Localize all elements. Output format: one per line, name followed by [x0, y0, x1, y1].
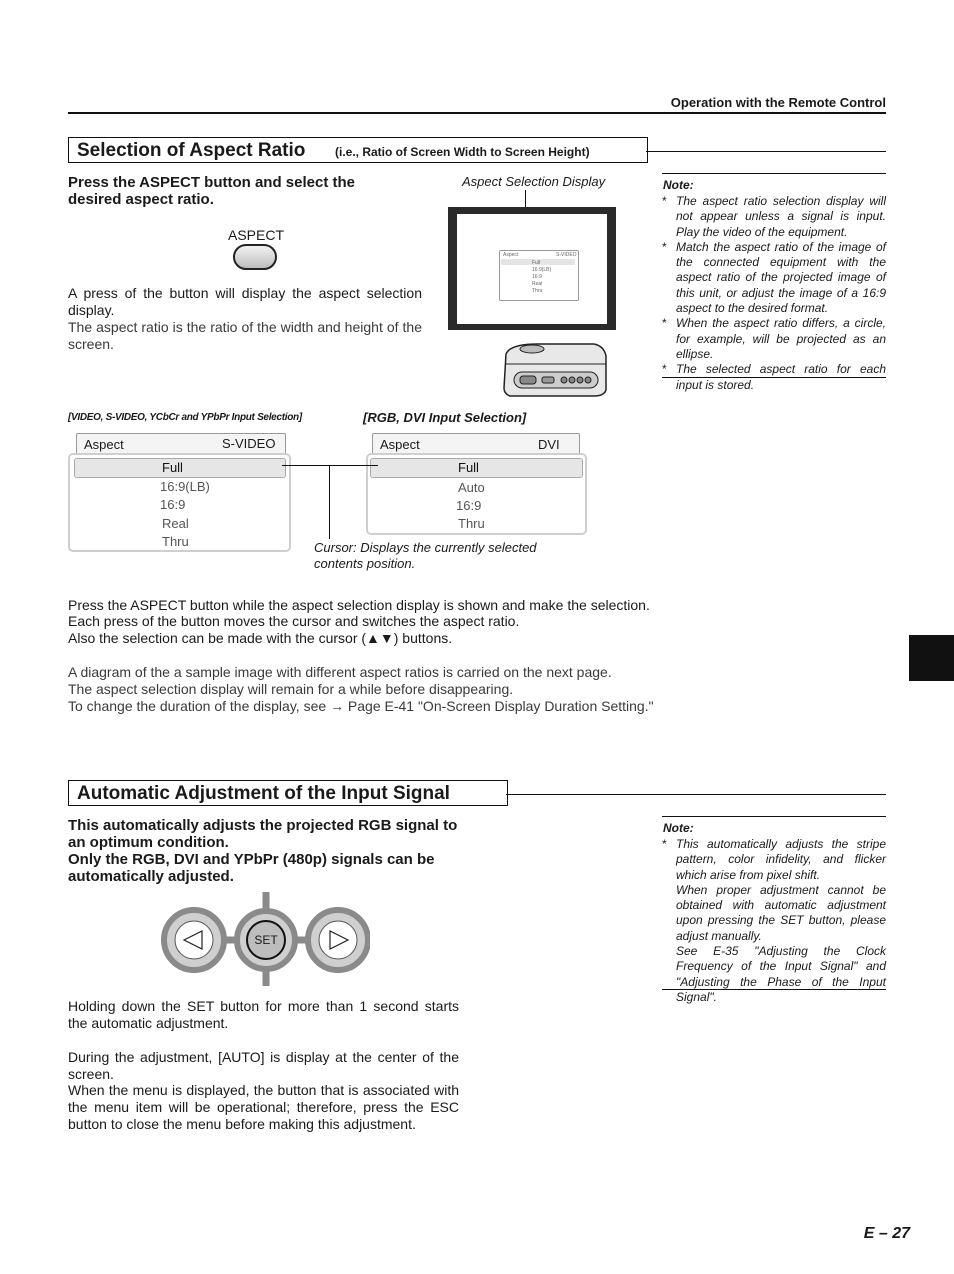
- mini-aspect-menu: [499, 250, 579, 301]
- aspect-section-title-box: [68, 137, 648, 163]
- menu-item[interactable]: Real: [162, 516, 189, 531]
- note-rule-bottom: [662, 377, 886, 378]
- video-menu-header: [76, 433, 286, 455]
- note-rule-top: [662, 816, 886, 817]
- auto-lead: Only the RGB, DVI and YPbPr (480p) signals can be automatically adjusted.: [68, 851, 435, 885]
- note-item-continued: When proper adjustment cannot be obtained with automatic adjustment upon pressing the SET button, please adjust manually.: [676, 882, 886, 943]
- mini-menu-item: Full: [532, 260, 541, 266]
- page-number: E – 27: [863, 1225, 910, 1242]
- note-item: * When the aspect ratio differs, a circle, for example, will be projected as an ellipse.: [662, 316, 886, 361]
- mini-menu-head-left: Aspect: [503, 252, 519, 258]
- auto-para: Holding down the SET button for more than 1 second starts the automatic adjustment.: [68, 998, 459, 1031]
- aspect-para: To change the duration of the display, see → Page E-41 "On-Screen Display Duration Setting.": [68, 698, 654, 714]
- cursor-caption: contents position.: [314, 556, 416, 571]
- note-label: Note:: [663, 178, 694, 192]
- menu-head-input: S-VIDEO: [222, 436, 276, 451]
- display-caption: Aspect Selection Display: [462, 174, 606, 189]
- aspect-note-list: [662, 194, 886, 393]
- menu-head-label: Aspect: [380, 437, 420, 452]
- video-input-label: [VIDEO, S-VIDEO, YCbCr and YPbPr Input Selection]: [68, 412, 302, 423]
- mini-menu-item: Real: [532, 281, 543, 287]
- note-item: * The aspect ratio selection display will not appear unless a signal is input. Play the video of the equipment.: [662, 194, 886, 239]
- header-rule: [68, 112, 886, 114]
- auto-lead: This automatically adjusts the projected RGB signal to an optimum condition.: [68, 817, 458, 851]
- cursor-leader-line: [329, 465, 330, 539]
- aspect-para: Each press of the button moves the cursor and switches the aspect ratio.: [68, 613, 520, 629]
- aspect-intro-2: The aspect ratio is the ratio of the width and height of the screen.: [68, 319, 422, 352]
- mini-menu-item: Thru: [532, 288, 543, 294]
- side-tab-marker: [909, 635, 954, 681]
- rgb-aspect-menu: [366, 453, 587, 535]
- running-header: Operation with the Remote Control: [670, 95, 886, 110]
- note-item: * Match the aspect ratio of the image of the connected equipment with the aspect ratio of the projected image of this unit, or adjust the image of a 16:9 aspect to the desired format.: [662, 239, 886, 316]
- menu-item[interactable]: Auto: [458, 480, 485, 495]
- projector-icon: [498, 340, 610, 398]
- mini-menu-head-right: S-VIDEO: [556, 252, 577, 258]
- menu-head-input: DVI: [538, 437, 560, 452]
- auto-para: When the menu is displayed, the button that is associated with the menu item will be operational; therefore, press the ESC button to close the menu before making this adjustment.: [68, 1082, 459, 1132]
- note-item: * The selected aspect ratio for each input is stored.: [662, 362, 886, 392]
- aspect-intro-1: A press of the button will display the aspect selection display.: [68, 285, 422, 318]
- cursor-leader-line: [282, 465, 378, 466]
- video-aspect-menu: [68, 453, 291, 552]
- aspect-section-subtitle: (i.e., Ratio of Screen Width to Screen Height): [335, 145, 590, 159]
- note-item-continued: See E-35 "Adjusting the Clock Frequency of the Input Signal" and "Adjusting the Phase of the Input Signal".: [676, 944, 886, 1004]
- note-label: Note:: [663, 821, 694, 835]
- menu-item[interactable]: 16:9(LB): [160, 479, 210, 494]
- aspect-para: Press the ASPECT button while the aspect selection display is shown and make the selection.: [68, 597, 650, 613]
- mini-menu-item: 16:9(LB): [532, 267, 552, 273]
- aspect-para: The aspect selection display will remain for a while before disappearing.: [68, 681, 514, 697]
- set-button[interactable]: SET: [254, 933, 278, 947]
- note-rule-top: [662, 173, 886, 174]
- menu-item-full[interactable]: Full: [162, 460, 183, 475]
- aspect-para: Also the selection can be made with the cursor (▲▼) buttons.: [68, 630, 453, 646]
- note-rule-bottom: [662, 989, 886, 990]
- aspect-section-title: Selection of Aspect Ratio: [77, 140, 306, 161]
- menu-item[interactable]: 16:9: [456, 498, 482, 513]
- auto-note-list: [662, 837, 886, 1005]
- screen-display: [457, 214, 607, 324]
- menu-item[interactable]: 16:9: [160, 497, 186, 512]
- auto-para: During the adjustment, [AUTO] is display at the center of the screen.: [68, 1049, 459, 1082]
- section-rule: [506, 794, 886, 795]
- aspect-button-label: ASPECT: [228, 227, 285, 243]
- screen-frame: [448, 207, 616, 330]
- rgb-menu-header: [372, 433, 580, 455]
- section-rule: [646, 151, 886, 152]
- mini-menu-item: 16:9: [532, 274, 542, 280]
- aspect-button[interactable]: [233, 244, 277, 270]
- auto-section-title-box: [68, 780, 508, 806]
- menu-head-label: Aspect: [84, 437, 124, 452]
- menu-item[interactable]: Thru: [458, 516, 485, 531]
- auto-section-title: Automatic Adjustment of the Input Signal: [77, 783, 450, 804]
- rgb-input-label: [RGB, DVI Input Selection]: [363, 410, 527, 425]
- aspect-para: A diagram of the a sample image with different aspect ratios is carried on the next page.: [68, 664, 612, 680]
- cursor-caption: Cursor: Displays the currently selected: [314, 540, 537, 555]
- menu-item[interactable]: Thru: [162, 534, 189, 549]
- aspect-lead: Press the ASPECT button and select the desired aspect ratio.: [68, 174, 355, 208]
- note-item: * This automatically adjusts the stripe pattern, color infidelity, and flicker which arise from pixel shift.: [662, 837, 886, 882]
- menu-item-full[interactable]: Full: [458, 460, 479, 475]
